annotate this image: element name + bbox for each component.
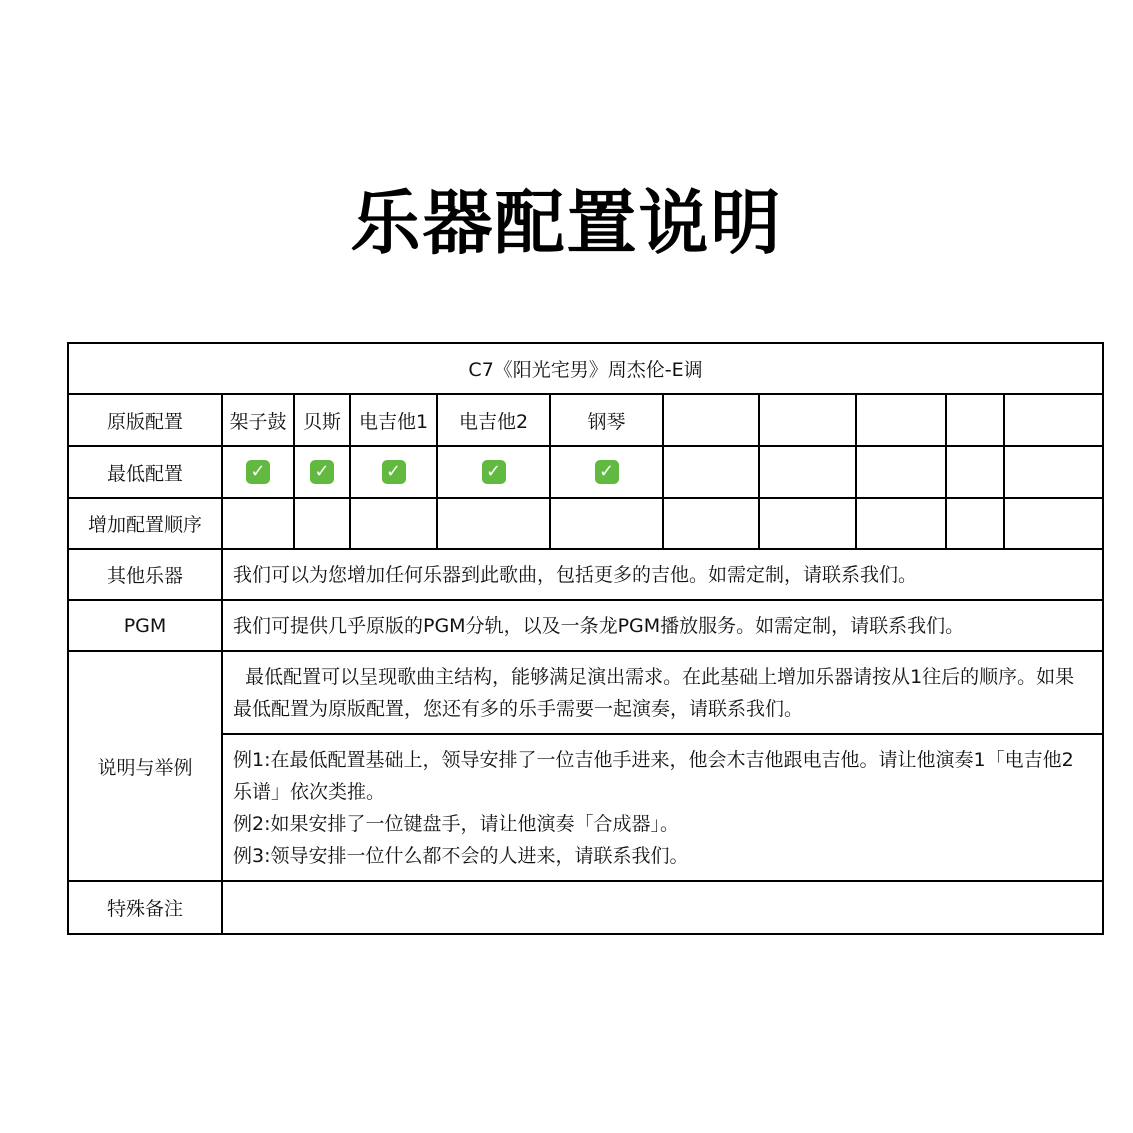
order-cell [1004,498,1103,549]
other-instruments-label: 其他乐器 [68,549,222,600]
instrument-empty [759,394,856,446]
minimum-cell-empty [759,446,856,498]
other-instruments-text: 我们可以为您增加任何乐器到此歌曲，包括更多的吉他。如需定制，请联系我们。 [222,549,1103,600]
notes-paragraph-text: 最低配置可以呈现歌曲主结构，能够满足演出需求。在此基础上增加乐器请按从1往后的顺序。如果最低配置为原版配置，您还有多的乐手需要一起演奏，请联系我们。 [233,665,1075,720]
minimum-cell-empty [856,446,946,498]
minimum-cell-electric-guitar-2 [437,446,550,498]
minimum-config-row [68,446,1103,498]
special-notes-row [68,881,1103,934]
order-cell [856,498,946,549]
order-cell [294,498,350,549]
minimum-cell-piano [550,446,663,498]
notes-label: 说明与举例 [68,651,222,881]
order-cell [759,498,856,549]
add-order-row [68,498,1103,549]
instrument-empty [663,394,759,446]
song-header-row [68,343,1103,394]
minimum-cell-drums [222,446,294,498]
other-instruments-row [68,549,1103,600]
order-cell [350,498,437,549]
song-title: C7《阳光宅男》周杰伦-E调 [68,343,1103,394]
example-1: 例1:在最低配置基础上，领导安排了一位吉他手进来，他会木吉他跟电吉他。请让他演奏1「电吉他2乐谱」依次类推。 [233,748,1074,803]
page-title: 乐器配置说明 [350,182,783,264]
notes-paragraph [222,651,1103,734]
instrument-electric-guitar-1: 电吉他1 [350,394,437,446]
minimum-config-label: 最低配置 [68,446,222,498]
order-cell [663,498,759,549]
order-cell [222,498,294,549]
minimum-cell-electric-guitar-1 [350,446,437,498]
instrument-empty [856,394,946,446]
pgm-row [68,600,1103,651]
notes-row-2 [68,734,1103,881]
add-order-label: 增加配置顺序 [68,498,222,549]
special-notes-text [222,881,1103,934]
example-2: 例2:如果安排了一位键盘手，请让他演奏「合成器」。 [233,812,679,835]
order-cell [437,498,550,549]
minimum-cell-empty [1004,446,1103,498]
original-config-row [68,394,1103,446]
minimum-cell-bass [294,446,350,498]
instrument-empty [946,394,1004,446]
pgm-label: PGM [68,600,222,651]
checkmark-icon: ✓ [595,460,619,484]
instrument-drums: 架子鼓 [222,394,294,446]
pgm-text: 我们可提供几乎原版的PGM分轨，以及一条龙PGM播放服务。如需定制，请联系我们。 [222,600,1103,651]
checkmark-icon: ✓ [482,460,506,484]
minimum-cell-empty [663,446,759,498]
order-cell [946,498,1004,549]
notes-examples [222,734,1103,881]
minimum-cell-empty [946,446,1004,498]
special-notes-label: 特殊备注 [68,881,222,934]
checkmark-icon: ✓ [310,460,334,484]
instrument-bass: 贝斯 [294,394,350,446]
order-cell [550,498,663,549]
instrument-electric-guitar-2: 电吉他2 [437,394,550,446]
instrument-empty [1004,394,1103,446]
example-3: 例3:领导安排一位什么都不会的人进来，请联系我们。 [233,844,689,867]
checkmark-icon: ✓ [246,460,270,484]
notes-row-1 [68,651,1103,734]
checkmark-icon: ✓ [382,460,406,484]
original-config-label: 原版配置 [68,394,222,446]
instrument-config-table [67,342,1104,935]
instrument-piano: 钢琴 [550,394,663,446]
